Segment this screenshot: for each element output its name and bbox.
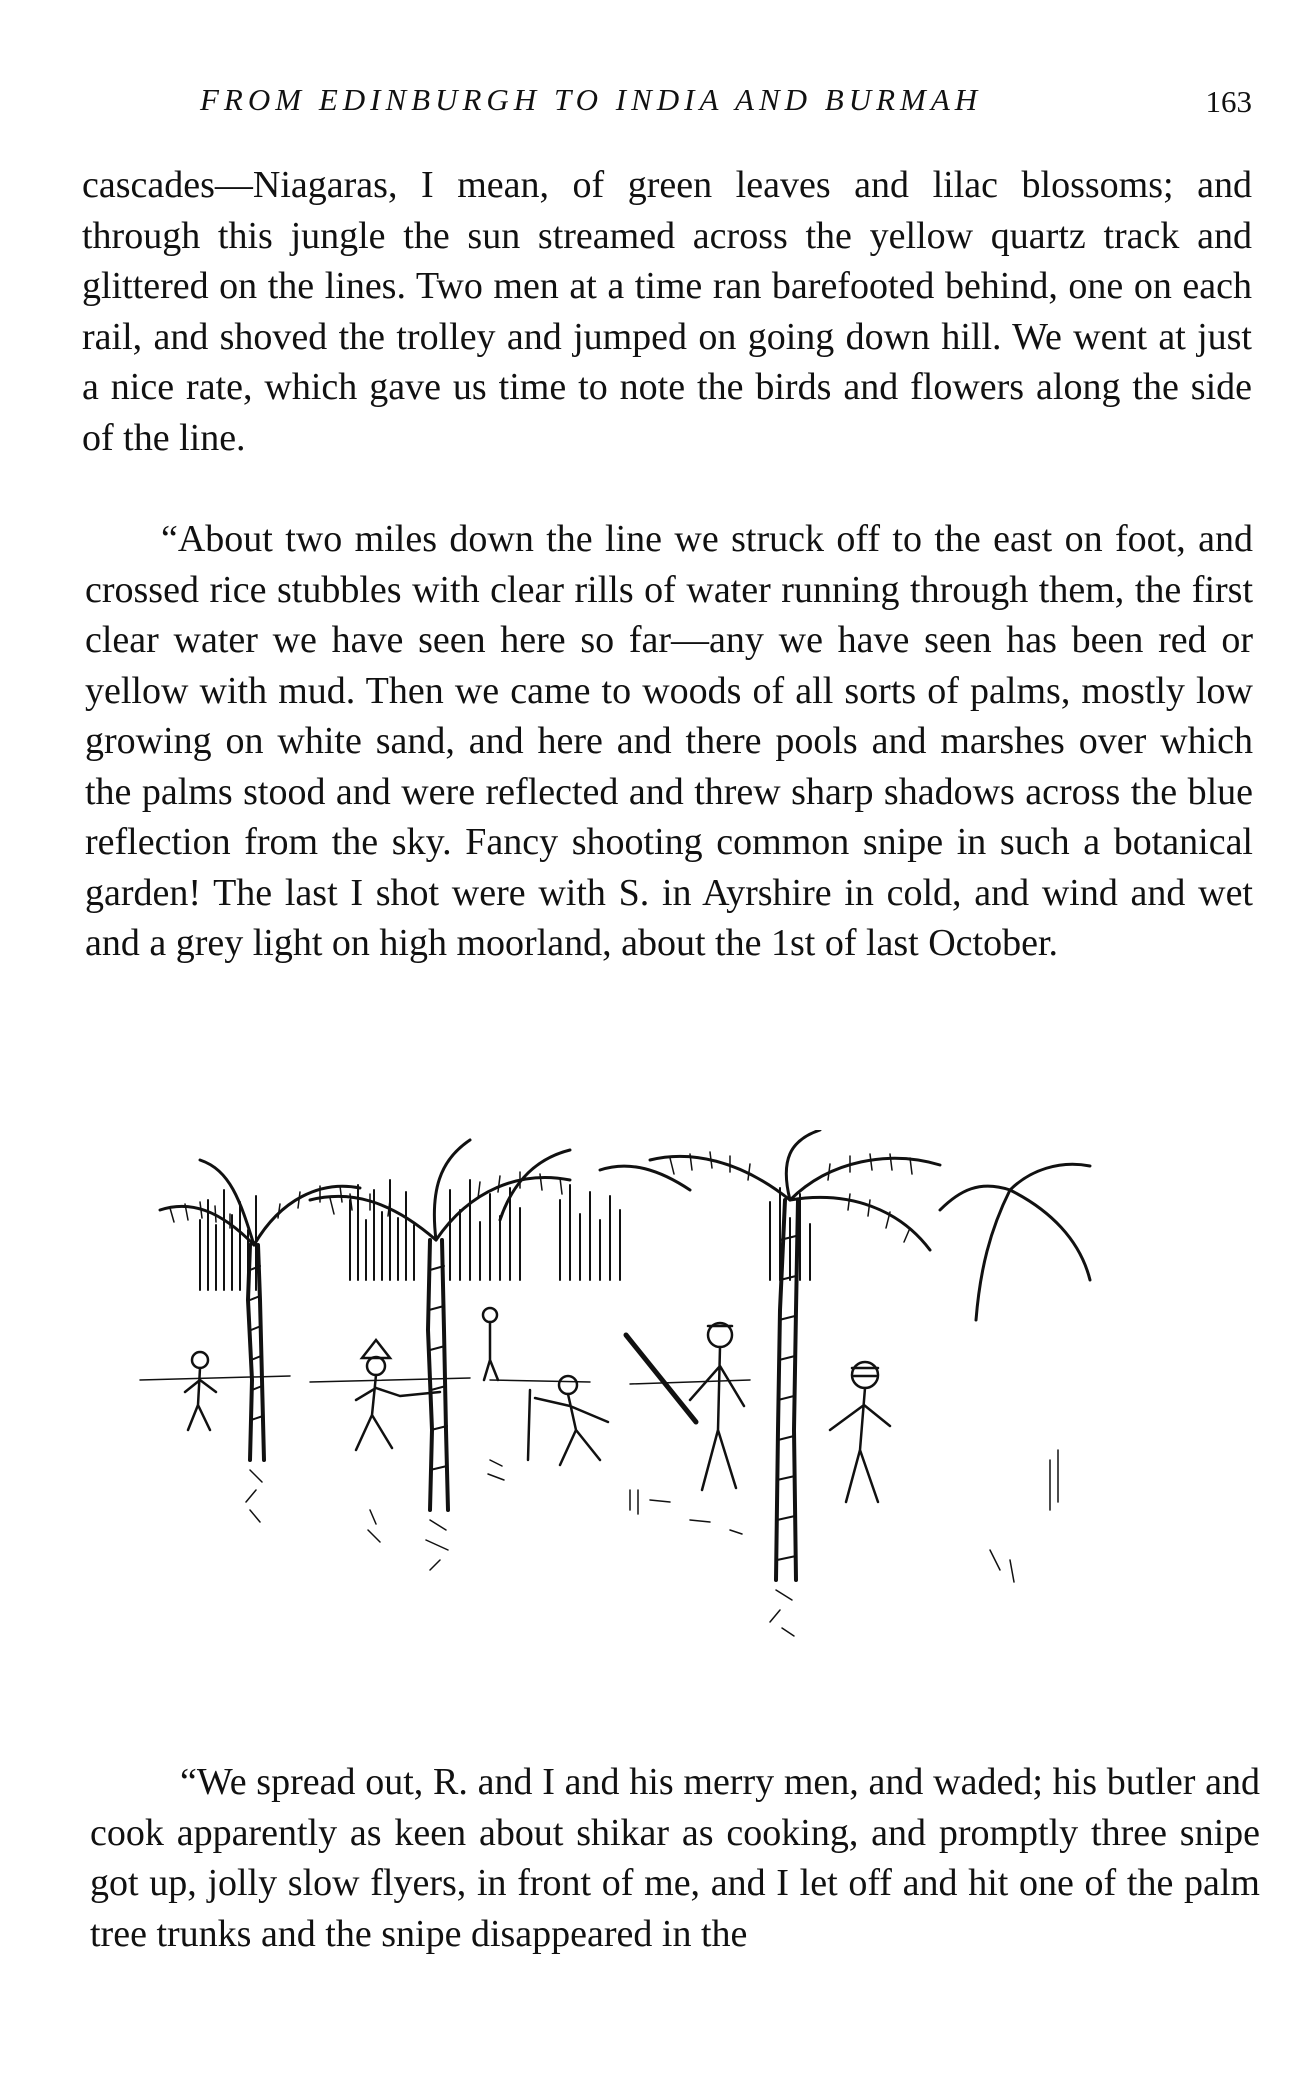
palm-fronds	[160, 1130, 940, 1250]
paragraph-1: cascades—Niagaras, I mean, of green leaves and lilac blossoms; and through this jungle the sun streamed across the yellow quartz track and glittered on the lines. Two men at a time ran barefooted behind, one on each rail, and shoved the trolley and jumped on going down hill. We went at just a nice rate, which gave us time to note the birds and flowers along the side of the line.	[82, 164, 1252, 459]
palm-trunks	[248, 1200, 798, 1580]
page-number: 163	[1205, 84, 1252, 119]
palm-marsh-sketch	[130, 1130, 1230, 1740]
right-palm	[940, 1164, 1090, 1320]
paragraph-3: “We spread out, R. and I and his merry men, and waded; his butler and cook apparently as keen about shikar as cooking, and promptly three snipe got up, jolly slow flyers, in front of me, and I let off and hit one of the palm tree trunks and the snipe disappeared in the	[90, 1761, 1260, 1955]
running-head	[82, 82, 1252, 122]
illustration	[130, 1130, 1230, 1740]
water-ripples	[246, 1450, 1058, 1636]
hunting-party-figures	[185, 1308, 890, 1502]
paragraph-2: “About two miles down the line we struck off to the east on foot, and crossed rice stubbles with clear rills of water running through them, the first clear water we have seen here so far—any we have seen has been red or yellow with mud. Then we came to woods of all sorts of palms, mostly low growing on white sand, and here and there pools and marshes over which the palms stood and were reflected and threw sharp shadows across the blue reflection from the sky. Fancy shooting common snipe in such a botanical garden! The last I shot were with S. in Ayrshire in cold, and wind and wet and a grey light on high moorland, about the 1st of last October.	[85, 518, 1253, 964]
trunk-hatching	[250, 1236, 796, 1560]
running-title: FROM EDINBURGH TO INDIA AND BURMAH	[200, 82, 983, 117]
